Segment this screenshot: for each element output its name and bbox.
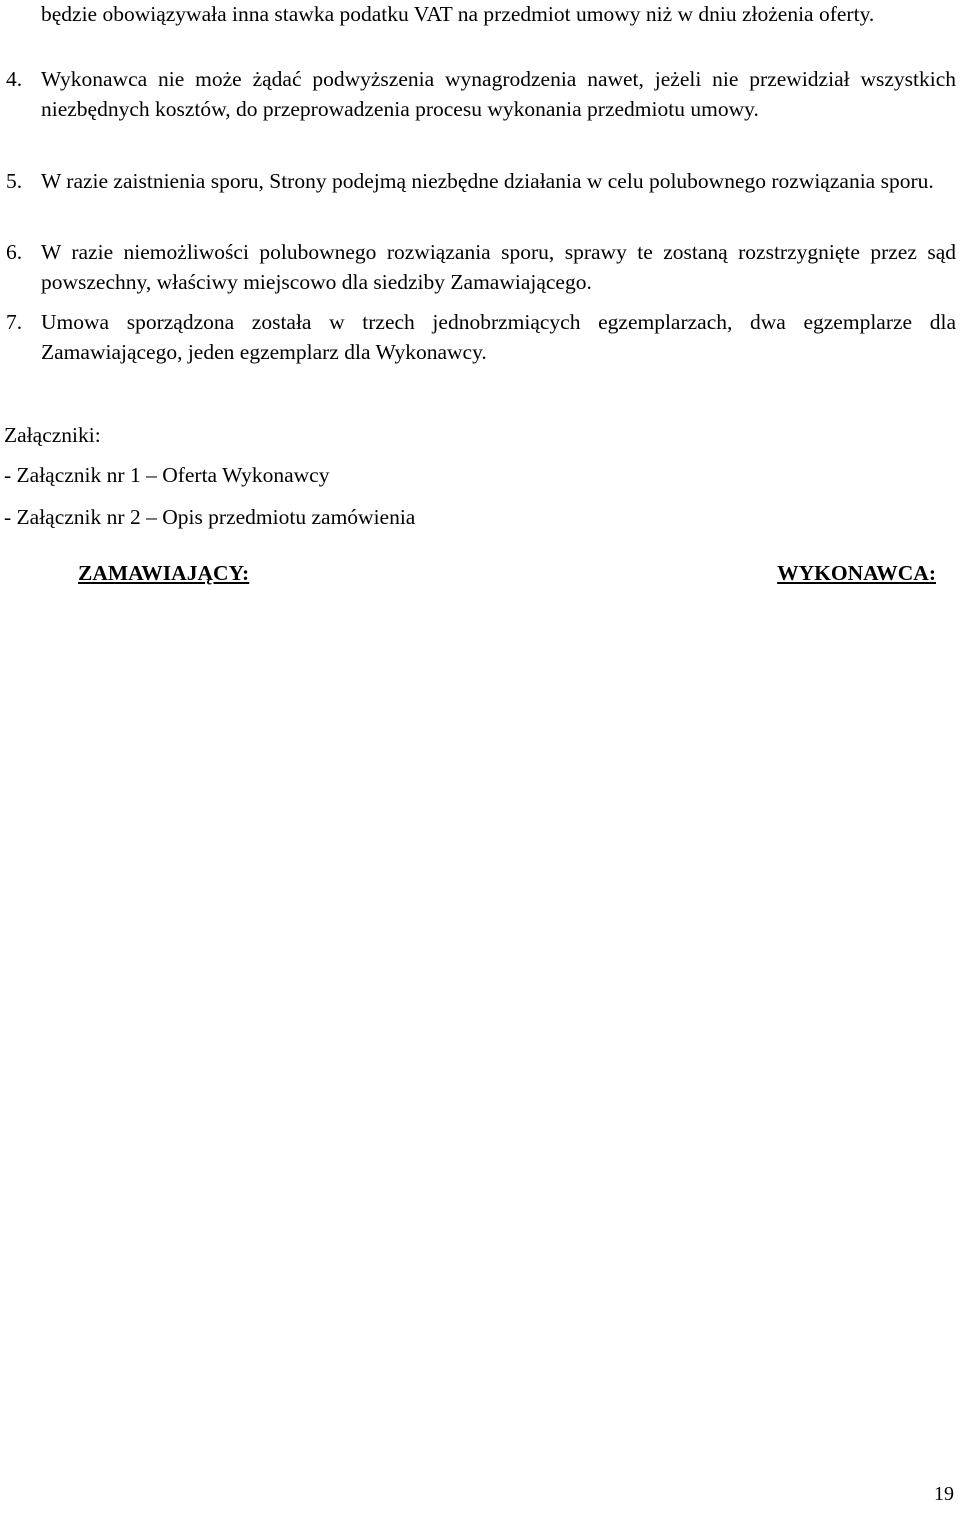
clause-number: 5. [6,169,23,193]
signature-label-ordering-party: ZAMAWIAJĄCY: [78,561,250,585]
clause-text: Wykonawca nie może żądać podwyższenia wynagrodzenia nawet, jeżeli nie przewidział wszystkich niezbędnych kosztów, do przeprowadzenia procesu wykonania przedmiotu umowy. [41,67,956,121]
clause-text: Umowa sporządzona została w trzech jednobrzmiących egzemplarzach, dwa egzemplarze dla Zamawiającego, jeden egzemplarz dla Wykonawcy. [41,310,956,364]
clause-text: W razie zaistnienia sporu, Strony podejmą niezbędne działania w celu polubownego rozwiązania sporu. [41,169,934,193]
continuation-paragraph: będzie obowiązywała inna stawka podatku VAT na przedmiot umowy niż w dniu złożenia oferty. [41,2,875,26]
clause-6 [6,237,956,297]
attachments-heading: Załączniki: [4,423,101,447]
attachment-item-2: - Załącznik nr 2 – Opis przedmiotu zamówienia [4,505,416,529]
clause-number: 4. [6,67,23,91]
clause-7 [6,307,956,367]
clause-5 [6,166,956,196]
signature-label-contractor: WYKONAWCA: [777,561,936,585]
page-number: 19 [934,1483,954,1505]
clause-number: 7. [6,310,23,334]
clause-number: 6. [6,240,23,264]
clause-4 [6,64,956,124]
clause-text: W razie niemożliwości polubownego rozwiązania sporu, sprawy te zostaną rozstrzygnięte przez sąd powszechny, właściwy miejscowo dla siedziby Zamawiającego. [41,240,956,294]
attachment-item-1: - Załącznik nr 1 – Oferta Wykonawcy [4,463,330,487]
